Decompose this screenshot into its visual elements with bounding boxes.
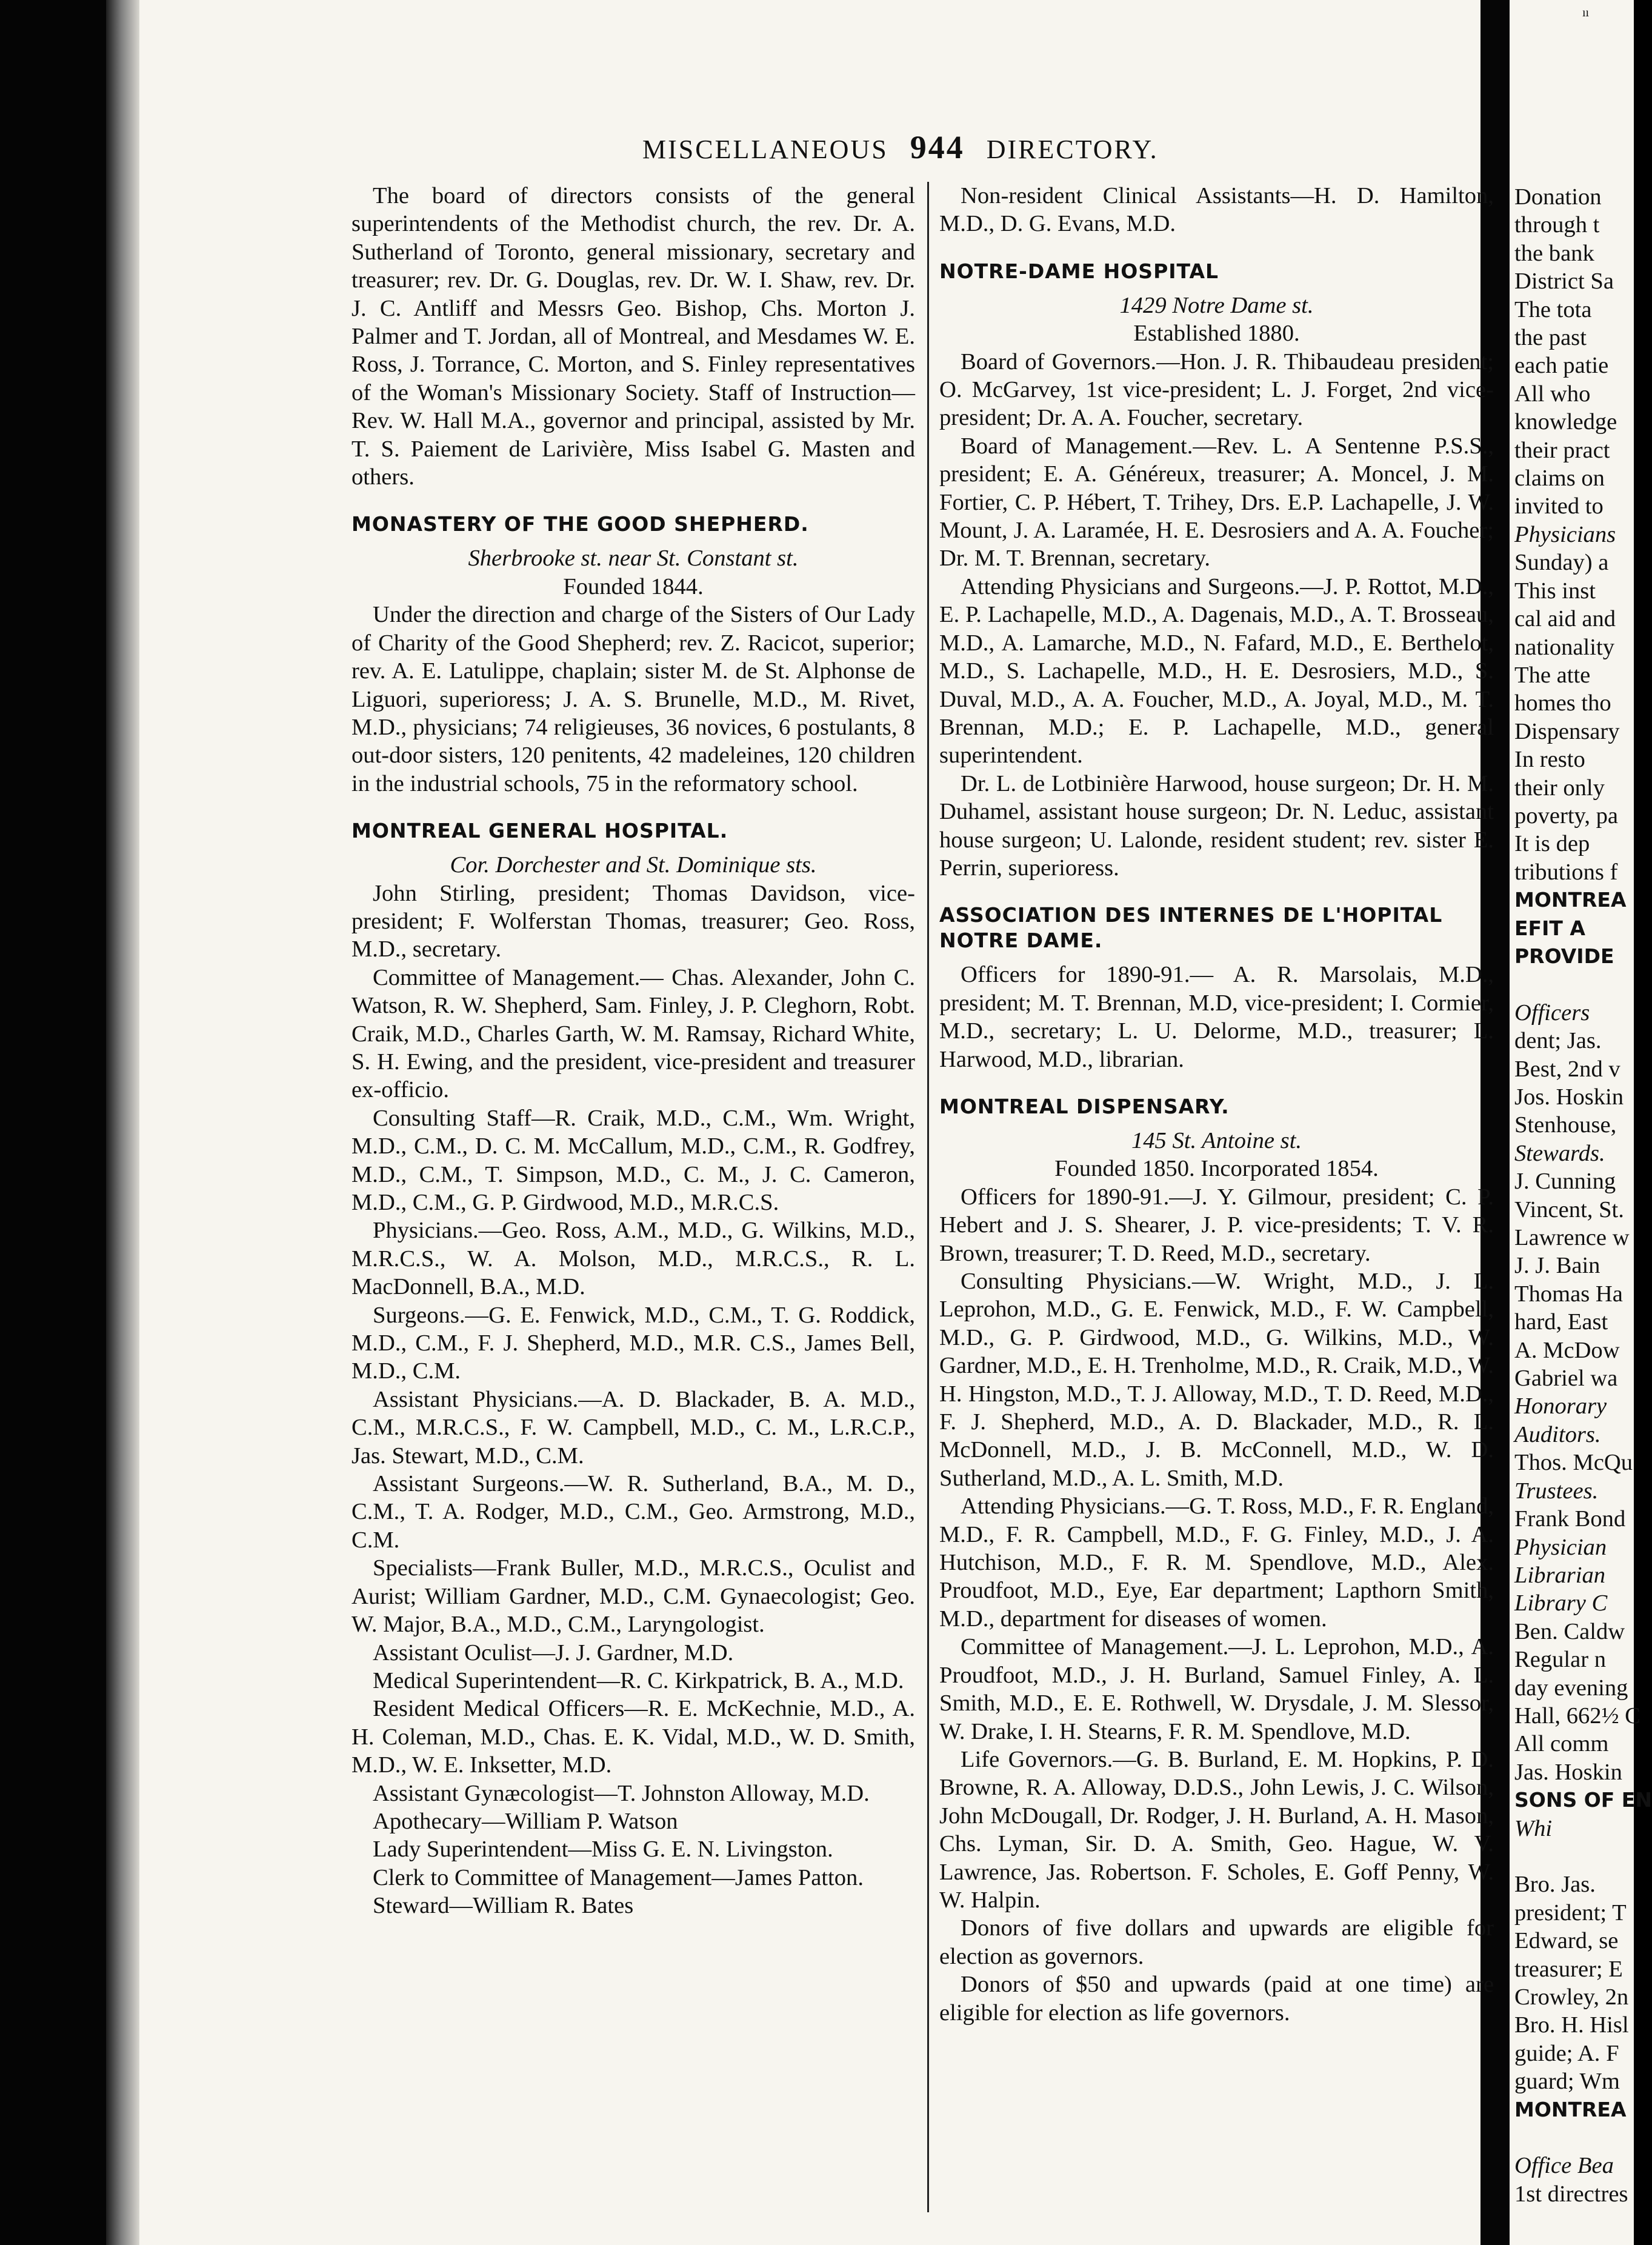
general-hospital-paragraph: Specialists—Frank Buller, M.D., M.R.C.S., Oculist and Aurist; William Gardner, M.D., C.M. Gynaecologist; Geo. W. Major, B.A., M.D., C.M., Laryngologist.: [351, 1555, 915, 1638]
good-shepherd-address: Sherbrooke st. near St. Constant st.: [468, 545, 799, 572]
notre-dame-established: Established 1880.: [1133, 321, 1300, 347]
sliver-line: Stewards.: [1514, 1140, 1605, 1166]
sliver-line: MONTREA: [1514, 888, 1627, 912]
sliver-line: Whi: [1514, 1815, 1553, 1841]
sliver-line: This inst: [1514, 578, 1596, 604]
page-number: 944: [910, 129, 965, 165]
sliver-line: Officers: [1514, 999, 1590, 1026]
sliver-line: [1510, 1843, 1652, 1870]
sliver-line: their pract: [1514, 437, 1610, 463]
sliver-line: Vincent, St.: [1514, 1196, 1624, 1223]
general-hospital-paragraph: Apothecary—William P. Watson: [373, 1808, 678, 1834]
notre-dame-paragraph: Attending Physicians and Surgeons.—J. P. Rottot, M.D., E. P. Lachapelle, M.D., A. Dagenais, M.D., A. T. Brosseau, M.D., A. Lamarche, M.D., N. Fafard, M.D., E. Berthelot, M.D., S. Lachapelle, M.D., H. E. Desrosiers, M.D., S. Duval, M.D., A. A. Foucher, M.D., A. Joyal, M.D., M. T. Brennan, M.D.; E. P. Lachapelle, M.D., general superintendent.: [939, 573, 1494, 769]
internes-heading: ASSOCIATION DES INTERNES DE L'HOPITAL NOTRE DAME.: [939, 903, 1443, 953]
general-hospital-paragraph: Medical Superintendent—R. C. Kirkpatrick, B. A., M.D.: [373, 1667, 904, 1693]
sliver-line: All comm: [1514, 1731, 1609, 1757]
sliver-line: their only: [1514, 775, 1605, 801]
sliver-line: Lawrence w: [1514, 1225, 1630, 1251]
sliver-line: The atte: [1514, 662, 1591, 688]
sliver-line: 1st directres: [1514, 2181, 1628, 2207]
sliver-line: Hall, 662½ C: [1514, 1703, 1640, 1729]
adjacent-page-sliver: [1510, 0, 1652, 2245]
column-right: [939, 182, 1494, 2027]
dispensary-founded: Founded 1850. Incorporated 1854.: [1054, 1156, 1379, 1182]
dispensary-paragraph: Donors of five dollars and upwards are eligible for election as governors.: [939, 1915, 1494, 1969]
scan-border-left: [0, 0, 106, 2245]
sliver-line: knowledge: [1514, 409, 1617, 435]
general-hospital-paragraph: John Stirling, president; Thomas Davidson, vice-president; F. Wolferstan Thomas, treasurer; Geo. Ross, M.D., secretary.: [351, 880, 915, 962]
sliver-line: poverty, pa: [1514, 802, 1619, 829]
sliver-line: president; T: [1514, 1900, 1627, 1926]
sliver-line: J. Cunning: [1514, 1169, 1616, 1195]
sliver-line: Sunday) a: [1514, 550, 1609, 576]
sliver-line: each patie: [1514, 353, 1609, 379]
sliver-line: cal aid and: [1514, 606, 1616, 632]
general-hospital-paragraph: Clerk to Committee of Management—James Patton.: [373, 1864, 864, 1890]
sliver-line: Crowley, 2n: [1514, 1984, 1629, 2010]
sliver-line: [1510, 970, 1652, 998]
running-header: [642, 128, 1159, 166]
notre-dame-paragraph: Board of Management.—Rev. L. A Sentenne P.S.S., president; E. A. Généreux, treasurer; A. Moncel, J. M. Fortier, C. P. Hébert, T. Trihey, Drs. E.P. Lachapelle, J. W. Mount, J. A. Laramée, H. E. Desrosiers and A. A. Foucher; Dr. M. T. Brennan, secretary.: [939, 433, 1494, 572]
sliver-line: claims on: [1514, 465, 1605, 492]
sliver-line: In resto: [1514, 747, 1585, 773]
sliver-line: the bank: [1514, 240, 1594, 266]
sliver-line: District Sa: [1514, 269, 1614, 295]
sliver-line: Stenhouse,: [1514, 1112, 1617, 1138]
column-rule: [927, 182, 929, 2212]
general-hospital-paragraph: Assistant Surgeons.—W. R. Sutherland, B.A., M. D., C.M., T. A. Rodger, M.D., C.M., Geo. Armstrong, M.D., C.M.: [351, 1471, 915, 1553]
sliver-line: Bro. Jas.: [1514, 1872, 1596, 1898]
sliver-line: SONS OF EN: [1514, 1788, 1652, 1812]
general-hospital-paragraph: Assistant Gynæcologist—T. Johnston Alloway, M.D.: [373, 1780, 870, 1806]
dispensary-paragraph: Attending Physicians.—G. T. Ross, M.D., F. R. England, M.D., F. R. Campbell, M.D., F. G. Finley, M.D., J. A. Hutchison, M.D., F. R. M. Spendlove, M.D., Alex. Proudfoot, M.D., Eye, Ear department; Lapthorn Smith, M.D., department for diseases of women.: [939, 1493, 1494, 1632]
sliver-line: Gabriel wa: [1514, 1366, 1618, 1392]
sliver-line: Jos. Hoskin: [1514, 1084, 1624, 1110]
sliver-line: nationality: [1514, 634, 1614, 660]
sliver-line: treasurer; E: [1514, 1956, 1623, 1982]
general-hospital-paragraph: Assistant Physicians.—A. D. Blackader, B. A. M.D., C.M., M.R.C.S., F. W. Campbell, M.D., C. M., L.R.C.P., Jas. Stewart, M.D., C.M.: [351, 1386, 915, 1469]
sliver-line: hard, East: [1514, 1309, 1608, 1335]
non-resident-assistants: Non-resident Clinical Assistants—H. D. Hamilton, M.D., D. G. Evans, M.D.: [939, 183, 1494, 237]
dispensary-paragraph: Consulting Physicians.—W. Wright, M.D., J. L. Leprohon, M.D., G. E. Fenwick, M.D., F. W. Campbell, M.D., G. P. Girdwood, M.D., G. Wilkins, M.D., W. Gardner, M.D., E. H. Trenholme, M.D., R. Craik, M.D., W. H. Hingston, M.D., T. J. Alloway, M.D., T. D. Reed, M.D., F. J. Shepherd, M.D., A. D. Blackader, M.D., R. L. McDonnell, M.D., J. B. McConnell, M.D., W. D. Sutherland, M.D., A. L. Smith, M.D.: [939, 1269, 1494, 1491]
sliver-line: J. J. Bain: [1514, 1253, 1600, 1279]
sliver-line: Office Bea: [1514, 2153, 1614, 2179]
general-hospital-paragraph: Assistant Oculist—J. J. Gardner, M.D.: [373, 1640, 734, 1666]
sliver-line: dent; Jas.: [1514, 1028, 1602, 1054]
sliver-line: Physician: [1514, 1534, 1607, 1560]
sliver-line: All who: [1514, 381, 1591, 407]
sliver-line: homes tho: [1514, 690, 1611, 716]
notre-dame-paragraph: Dr. L. de Lotbinière Harwood, house surgeon; Dr. H. M. Duhamel, assistant house surgeon; Dr. N. Leduc, assistant house surgeon; U. Lalonde, resident student; rev. sister E. Perrin, superioress.: [939, 770, 1494, 881]
general-hospital-paragraph: Resident Medical Officers—R. E. McKechnie, M.D., A. H. Coleman, M.D., Chas. E. K. Vidal, M.D., W. D. Smith, M.D., W. E. Inksetter, M.D.: [351, 1696, 915, 1778]
sliver-line: Bro. H. Hisl: [1514, 2012, 1629, 2038]
adjacent-page-header-fragment: ıı: [1582, 6, 1590, 19]
sliver-line: A. McDow: [1514, 1337, 1620, 1363]
sliver-line: Frank Bond: [1514, 1506, 1626, 1532]
sliver-line: It is dep: [1514, 831, 1590, 857]
sliver-line: guide; A. F: [1514, 2040, 1619, 2066]
header-right: DIRECTORY.: [986, 135, 1159, 164]
dispensary-paragraph: Donors of $50 and upwards (paid at one time) are eligible for election as life governors.: [939, 1972, 1494, 2026]
sliver-line: Librarian: [1514, 1562, 1606, 1588]
header-left: MISCELLANEOUS: [642, 135, 888, 164]
sliver-line: through t: [1514, 212, 1600, 238]
sliver-line: Physicians: [1514, 521, 1616, 547]
general-hospital-paragraph: Consulting Staff—R. Craik, M.D., C.M., Wm. Wright, M.D., C.M., D. C. M. McCallum, M.D., C.M., R. Godfrey, M.D., C.M., T. Simpson, M.D., C. M., J. C. Cameron, M.D., C.M., G. P. Girdwood, M.D., M.R.C.S.: [351, 1105, 915, 1215]
column-left: [351, 182, 915, 1920]
good-shepherd-text: Under the direction and charge of the Sisters of Our Lady of Charity of the Good Shepherd; rev. Z. Racicot, superior; rev. A. E. Latulippe, chaplain; sister M. de St. Alphonse de Liguori, superioress; J. A. S. Brunelle, M.D., M. Rivet, M.D., physicians; 74 religieuses, 36 novices, 6 postulants, 8 out-door sisters, 120 penitents, 42 madeleines, 120 children in the industrial schools, 75 in the reformatory school.: [351, 602, 915, 796]
sliver-line: Honorary: [1514, 1393, 1607, 1419]
notre-dame-paragraph: Board of Governors.—Hon. J. R. Thibaudeau president; O. McGarvey, 1st vice-president; L. J. Forget, 2nd vice-president; Dr. A. A. Foucher, secretary.: [939, 349, 1494, 431]
sliver-line: guard; Wm: [1514, 2069, 1620, 2095]
sliver-line: Jas. Hoskin: [1514, 1759, 1622, 1785]
sliver-line: MONTREA: [1514, 2097, 1627, 2121]
page-binding-shadow: [106, 0, 139, 2245]
sliver-line: EFIT A: [1514, 916, 1585, 940]
sliver-line: Thos. McQu: [1514, 1450, 1633, 1476]
sliver-line: Ben. Caldw: [1514, 1618, 1625, 1644]
sliver-line: invited to: [1514, 493, 1604, 519]
sliver-line: the past: [1514, 325, 1587, 351]
dispensary-paragraph: Committee of Management.—J. L. Leprohon, M.D., A. Proudfoot, M.D., J. H. Burland, Samuel Finley, A. L. Smith, M.D., E. E. Rothwell, W. Drysdale, J. M. Slessor, W. Drake, I. H. Stearns, F. R. M. Spendlove, M.D.: [939, 1634, 1494, 1744]
sliver-line: Library C: [1514, 1590, 1608, 1616]
notre-dame-address: 1429 Notre Dame st.: [1119, 292, 1314, 318]
sliver-line: Best, 2nd v: [1514, 1056, 1620, 1082]
sliver-line: day evening: [1514, 1675, 1628, 1701]
general-hospital-paragraph: Lady Superintendent—Miss G. E. N. Livingston.: [373, 1836, 833, 1863]
sliver-line: Dispensary: [1514, 718, 1620, 744]
sliver-line: Edward, se: [1514, 1928, 1619, 1954]
dispensary-paragraph: Officers for 1890-91.—J. Y. Gilmour, president; C. P. Hebert and J. S. Shearer, J. P. vice-presidents; T. V. R. Brown, treasurer; T. D. Reed, M.D., secretary.: [939, 1184, 1494, 1266]
sliver-line: The tota: [1514, 296, 1592, 322]
sliver-line: Auditors.: [1514, 1421, 1601, 1447]
general-hospital-paragraph: Physicians.—Geo. Ross, A.M., M.D., G. Wilkins, M.D., M.R.C.S., W. A. Molson, M.D., M.R.C.S., R. L. MacDonnell, B.A., M.D.: [351, 1218, 915, 1300]
dispensary-heading: MONTREAL DISPENSARY.: [939, 1094, 1230, 1118]
methodist-board-paragraph: The board of directors consists of the general superintendents of the Methodist church, the rev. Dr. A. Sutherland of Toronto, general missionary, secretary and treasurer; rev. Dr. G. Douglas, rev. Dr. W. I. Shaw, rev. Dr. J. C. Antliff and Messrs Geo. Bishop, Chs. Morton J. Palmer and T. Jordan, all of Montreal, and Mesdames W. E. Ross, J. Torrance, C. Morton, and S. Finley representatives of the Woman's Missionary Society. Staff of Instruction—Rev. W. Hall M.A., governor and principal, assisted by Mr. T. S. Paiement de Larivière, Miss Isabel G. Masten and others.: [351, 183, 915, 490]
adjacent-page-text: [1510, 183, 1652, 2208]
sliver-line: tributions f: [1514, 859, 1618, 885]
sliver-line: PROVIDE: [1514, 944, 1614, 968]
good-shepherd-founded: Founded 1844.: [563, 573, 704, 599]
sliver-line: Thomas Ha: [1514, 1281, 1623, 1307]
notre-dame-heading: NOTRE-DAME HOSPITAL: [939, 259, 1219, 283]
sliver-line: Regular n: [1514, 1647, 1607, 1673]
general-hospital-paragraph: Surgeons.—G. E. Fenwick, M.D., C.M., T. G. Roddick, M.D., C.M., F. J. Shepherd, M.D., M.R. C.S., James Bell, M.D., C.M.: [351, 1302, 915, 1384]
internes-paragraph: Officers for 1890-91.— A. R. Marsolais, M.D., president; M. T. Brennan, M.D, vice-president; I. Cormier, M.D., secretary; L. U. Delorme, M.D., treasurer; L. Harwood, M.D., librarian.: [939, 962, 1494, 1072]
general-hospital-paragraph: Steward—William R. Bates: [373, 1893, 634, 1919]
sliver-line: Trustees.: [1514, 1478, 1599, 1504]
dispensary-paragraph: Life Governors.—G. B. Burland, E. M. Hopkins, P. D. Browne, R. A. Alloway, D.D.S., John Lewis, J. C. Wilson, John McDougall, Dr. Rodger, J. H. Burland, A. H. Mason, Chs. Lyman, Sir. D. A. Smith, Geo. Hague, W. V. Lawrence, Jas. Robertson. F. Scholes, E. Goff Penny, W. W. Halpin.: [939, 1746, 1494, 1913]
dispensary-address: 145 St. Antoine st.: [1131, 1127, 1302, 1153]
general-hospital-paragraph: Committee of Management.— Chas. Alexander, John C. Watson, R. W. Shepherd, Sam. Finley, J. P. Cleghorn, Robt. Craik, M.D., Charles Garth, W. M. Ramsay, Richard White, S. H. Ewing, and the president, vice-president and treasurer ex-officio.: [351, 964, 915, 1103]
good-shepherd-heading: MONASTERY OF THE GOOD SHEPHERD.: [351, 512, 809, 536]
sliver-line: [1510, 2124, 1652, 2152]
general-hospital-heading: MONTREAL GENERAL HOSPITAL.: [351, 819, 728, 843]
sliver-line: Donation: [1514, 184, 1602, 210]
general-hospital-address: Cor. Dorchester and St. Dominique sts.: [450, 852, 817, 878]
